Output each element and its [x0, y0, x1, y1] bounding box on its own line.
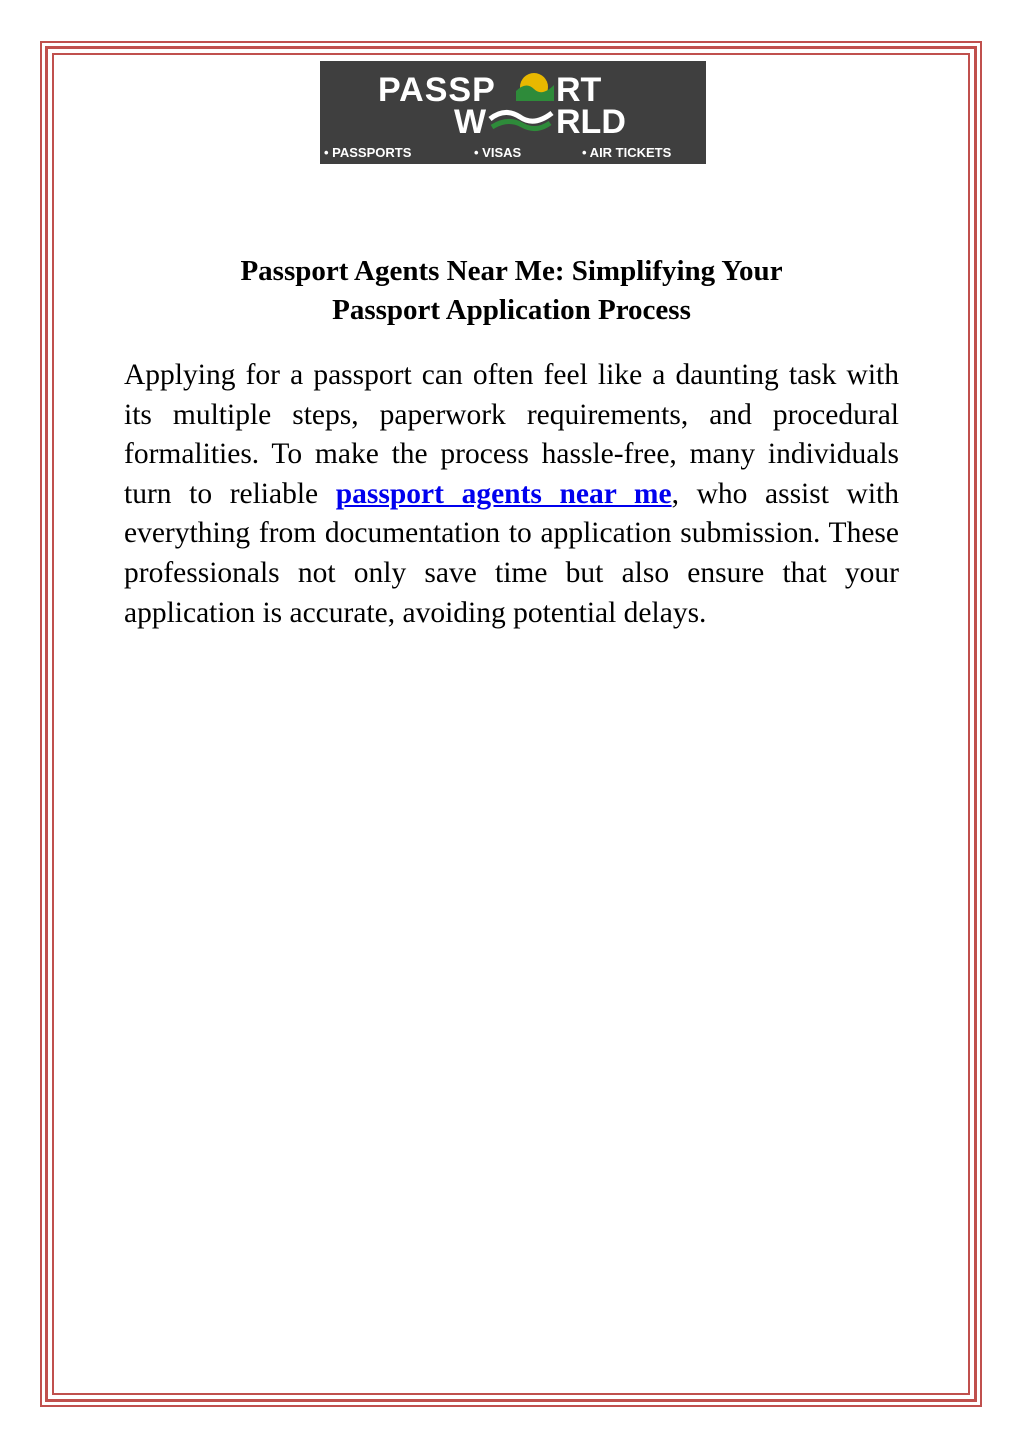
title-line-1: Passport Agents Near Me: Simplifying Your	[240, 255, 783, 287]
passport-agents-link[interactable]: passport agents near me	[335, 477, 672, 510]
intro-paragraph	[124, 356, 899, 633]
logo-tagline-passports: • PASSPORTS	[324, 145, 412, 160]
logo-line1-right: RT	[556, 71, 602, 109]
title-line-2: Passport Application Process	[332, 294, 691, 326]
logo-line2-right: RLD	[556, 103, 626, 141]
paragraph-text-before-link: Applying for a passport can often feel like a daunting task with its multiple steps, paperwork requirements, and procedural formalities. To make the process hassle-free, many individuals turn to reliable	[124, 359, 899, 510]
globe-icon	[490, 73, 554, 129]
document-title	[120, 252, 903, 330]
logo-line1-left: PASSP	[378, 71, 496, 109]
logo-tagline-visas: • VISAS	[474, 145, 522, 160]
logo-tagline-air-tickets: • AIR TICKETS	[582, 145, 672, 160]
paragraph-text-after-link: , who assist with everything from documentation to application submission. These professionals not only save time but also ensure that your application is accurate, avoiding potential delays.	[124, 477, 899, 629]
logo-line2-left: W	[454, 103, 487, 141]
passport-world-logo	[320, 61, 706, 164]
